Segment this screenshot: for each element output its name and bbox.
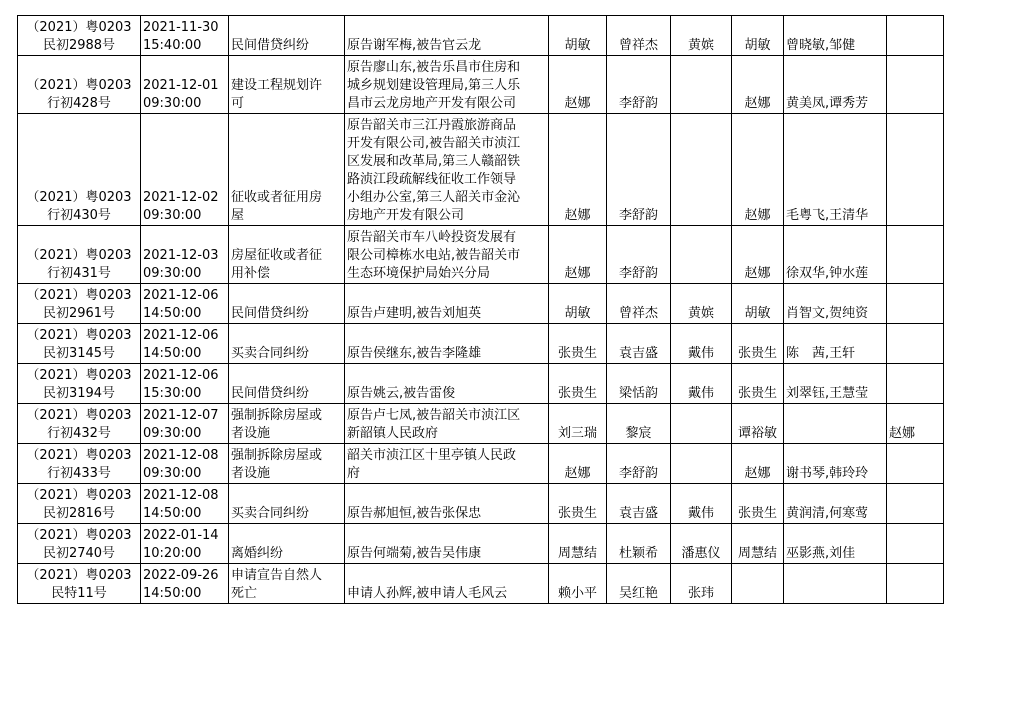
- case-cause-line: 者设施: [231, 466, 271, 481]
- judge-cell: 胡敏: [549, 16, 607, 56]
- table-row: [18, 564, 944, 604]
- parties-cell: [345, 404, 549, 444]
- case-cause-line: 可: [231, 96, 245, 111]
- clerk-cell: 张玮: [671, 564, 732, 604]
- case-number-line: （2021）粤0203: [26, 328, 132, 343]
- hearing-time-line: 2021-12-06: [143, 328, 219, 343]
- case-number-line: 民初2961号: [42, 306, 116, 321]
- case-cause-cell: [229, 324, 345, 364]
- case-number-line: （2021）粤0203: [26, 248, 132, 263]
- case-cause-line: 离婚纠纷: [231, 546, 284, 561]
- extra-cell: [887, 524, 944, 564]
- judge-cell: 刘三瑞: [549, 404, 607, 444]
- hearing-time-cell: [141, 444, 229, 484]
- extra-cell: [887, 114, 944, 226]
- judge2-cell: 袁吉盛: [607, 324, 671, 364]
- parties-cell: [345, 444, 549, 484]
- parties-cell: [345, 564, 549, 604]
- parties-line: 城乡规划建设管理局,第三人乐: [347, 78, 521, 93]
- case-cause-line: 民间借贷纠纷: [231, 386, 310, 401]
- judge-cell: 赵娜: [549, 444, 607, 484]
- case-number-line: （2021）粤0203: [26, 288, 132, 303]
- judge-cell: 张贵生: [549, 324, 607, 364]
- hearing-time-line: 2021-12-08: [143, 448, 219, 463]
- parties-line: 开发有限公司,被告韶关市浈江: [347, 136, 521, 151]
- hearing-time-line: 14:50:00: [143, 586, 202, 601]
- case-cause-cell: [229, 404, 345, 444]
- case-number-line: 民初3145号: [42, 346, 116, 361]
- hearing-time-line: 09:30:00: [143, 208, 202, 223]
- extra-cell: [887, 364, 944, 404]
- case-cause-line: 者设施: [231, 426, 271, 441]
- hearing-time-line: 09:30:00: [143, 96, 202, 111]
- clerk-cell: 戴伟: [671, 364, 732, 404]
- judge2-cell: 杜颖希: [607, 524, 671, 564]
- hearing-time-line: 2021-12-06: [143, 288, 219, 303]
- schedule-body: [18, 16, 944, 604]
- assessors-cell: [784, 564, 887, 604]
- judge2-cell: 李舒韵: [607, 114, 671, 226]
- clerk-cell: 戴伟: [671, 324, 732, 364]
- hearing-time-cell: [141, 364, 229, 404]
- extra-cell: [887, 226, 944, 284]
- parties-line: 原告侯继东,被告李隆雄: [347, 346, 482, 361]
- hearing-time-line: 14:50:00: [143, 506, 202, 521]
- case-number-cell: [18, 444, 141, 484]
- hearing-time-line: 2021-12-02: [143, 190, 219, 205]
- parties-line: 原告韶关市三江丹霞旅游商品: [347, 118, 517, 133]
- clerk-cell: 戴伟: [671, 484, 732, 524]
- case-number-line: 行初428号: [47, 96, 111, 111]
- case-number-cell: [18, 56, 141, 114]
- judge2-cell: 吴红艳: [607, 564, 671, 604]
- parties-cell: [345, 226, 549, 284]
- case-cause-cell: [229, 284, 345, 324]
- hearing-time-line: 09:30:00: [143, 426, 202, 441]
- presiding-judge-cell: 赵娜: [732, 114, 784, 226]
- parties-line: 韶关市浈江区十里亭镇人民政: [347, 448, 517, 463]
- assessors-cell: [784, 404, 887, 444]
- hearing-time-cell: [141, 114, 229, 226]
- hearing-time-line: 2022-01-14: [143, 528, 219, 543]
- parties-line: 生态环境保护局始兴分局: [347, 266, 491, 281]
- judge-cell: 胡敏: [549, 284, 607, 324]
- case-cause-line: 强制拆除房屋或: [231, 448, 323, 463]
- presiding-judge-cell: 张贵生: [732, 324, 784, 364]
- assessors-cell: 谢书琴,韩玲玲: [784, 444, 887, 484]
- parties-cell: [345, 16, 549, 56]
- case-cause-cell: [229, 564, 345, 604]
- hearing-time-line: 09:30:00: [143, 466, 202, 481]
- hearing-time-line: 09:30:00: [143, 266, 202, 281]
- hearing-time-line: 2021-12-01: [143, 78, 219, 93]
- parties-cell: [345, 324, 549, 364]
- case-number-line: 民初2740号: [42, 546, 116, 561]
- judge2-cell: 梁恬韵: [607, 364, 671, 404]
- judge2-cell: 黎宸: [607, 404, 671, 444]
- parties-line: 原告廖山东,被告乐昌市住房和: [347, 60, 521, 75]
- parties-line: 原告谢军梅,被告官云龙: [347, 38, 482, 53]
- table-row: [18, 444, 944, 484]
- case-cause-line: 征收或者征用房: [231, 190, 323, 205]
- hearing-time-line: 2021-12-03: [143, 248, 219, 263]
- judge2-cell: 李舒韵: [607, 444, 671, 484]
- case-number-cell: [18, 524, 141, 564]
- hearing-time-line: 2021-12-06: [143, 368, 219, 383]
- parties-line: 新韶镇人民政府: [347, 426, 439, 441]
- clerk-cell: [671, 56, 732, 114]
- judge-cell: 张贵生: [549, 364, 607, 404]
- hearing-time-line: 2022-09-26: [143, 568, 219, 583]
- parties-cell: [345, 364, 549, 404]
- extra-cell: [887, 444, 944, 484]
- presiding-judge-cell: 胡敏: [732, 16, 784, 56]
- parties-line: 昌市云龙房地产开发有限公司: [347, 96, 517, 111]
- hearing-time-cell: [141, 226, 229, 284]
- parties-line: 限公司樟栋水电站,被告韶关市: [347, 248, 521, 263]
- case-number-line: 行初432号: [47, 426, 111, 441]
- judge-cell: 张贵生: [549, 484, 607, 524]
- hearing-time-line: 2021-12-08: [143, 488, 219, 503]
- case-cause-line: 买卖合同纠纷: [231, 506, 310, 521]
- hearing-time-line: 10:20:00: [143, 546, 202, 561]
- assessors-cell: 黄美凤,谭秀芳: [784, 56, 887, 114]
- judge-cell: 赵娜: [549, 114, 607, 226]
- case-cause-cell: [229, 364, 345, 404]
- hearing-schedule-table: [17, 15, 944, 604]
- table-row: [18, 404, 944, 444]
- case-cause-line: 建设工程规划许: [231, 78, 323, 93]
- case-number-line: 民特11号: [51, 586, 107, 601]
- assessors-cell: 徐双华,钟水莲: [784, 226, 887, 284]
- case-cause-cell: [229, 56, 345, 114]
- table-row: [18, 284, 944, 324]
- case-cause-line: 买卖合同纠纷: [231, 346, 310, 361]
- hearing-time-line: 2021-11-30: [143, 20, 219, 35]
- hearing-time-line: 15:30:00: [143, 386, 202, 401]
- case-cause-line: 申请宣告自然人: [231, 568, 323, 583]
- clerk-cell: 潘惠仪: [671, 524, 732, 564]
- parties-line: 府: [347, 466, 361, 481]
- clerk-cell: 黄嫔: [671, 16, 732, 56]
- assessors-cell: 巫影燕,刘佳: [784, 524, 887, 564]
- extra-cell: [887, 16, 944, 56]
- hearing-time-line: 14:50:00: [143, 346, 202, 361]
- parties-line: 区发展和改革局,第三人赣韶铁: [347, 154, 521, 169]
- case-cause-cell: [229, 444, 345, 484]
- table-row: [18, 524, 944, 564]
- hearing-time-cell: [141, 56, 229, 114]
- parties-cell: [345, 484, 549, 524]
- parties-cell: [345, 284, 549, 324]
- case-number-line: 民初2816号: [42, 506, 116, 521]
- presiding-judge-cell: [732, 564, 784, 604]
- hearing-time-cell: [141, 564, 229, 604]
- case-cause-line: 民间借贷纠纷: [231, 306, 310, 321]
- case-number-line: 民初3194号: [42, 386, 116, 401]
- parties-line: 路浈江段疏解线征收工作领导: [347, 172, 517, 187]
- hearing-time-line: 14:50:00: [143, 306, 202, 321]
- judge2-cell: 袁吉盛: [607, 484, 671, 524]
- case-cause-cell: [229, 484, 345, 524]
- case-number-line: 行初433号: [47, 466, 111, 481]
- table-row: [18, 364, 944, 404]
- case-cause-cell: [229, 16, 345, 56]
- case-cause-line: 屋: [231, 208, 245, 223]
- case-number-cell: [18, 114, 141, 226]
- hearing-time-cell: [141, 404, 229, 444]
- parties-line: 原告郝旭恒,被告张保忠: [347, 506, 482, 521]
- case-cause-line: 民间借贷纠纷: [231, 38, 310, 53]
- case-number-line: 民初2988号: [42, 38, 116, 53]
- parties-line: 原告何端菊,被告吴伟康: [347, 546, 482, 561]
- parties-cell: [345, 114, 549, 226]
- case-cause-cell: [229, 114, 345, 226]
- presiding-judge-cell: 赵娜: [732, 56, 784, 114]
- extra-cell: [887, 56, 944, 114]
- case-number-cell: [18, 324, 141, 364]
- case-number-line: （2021）粤0203: [26, 408, 132, 423]
- case-number-line: （2021）粤0203: [26, 20, 132, 35]
- parties-line: 原告卢七凤,被告韶关市浈江区: [347, 408, 521, 423]
- judge-cell: 赵娜: [549, 56, 607, 114]
- parties-line: 房地产开发有限公司: [347, 208, 465, 223]
- table-row: [18, 484, 944, 524]
- case-number-cell: [18, 284, 141, 324]
- case-cause-cell: [229, 524, 345, 564]
- case-number-cell: [18, 484, 141, 524]
- case-number-line: （2021）粤0203: [26, 78, 132, 93]
- judge2-cell: 李舒韵: [607, 226, 671, 284]
- assessors-cell: 陈 茜,王轩: [784, 324, 887, 364]
- case-cause-line: 房屋征收或者征: [231, 248, 323, 263]
- extra-cell: [887, 324, 944, 364]
- case-number-line: （2021）粤0203: [26, 488, 132, 503]
- hearing-time-cell: [141, 284, 229, 324]
- extra-cell: [887, 284, 944, 324]
- case-number-line: 行初430号: [47, 208, 111, 223]
- extra-cell: [887, 564, 944, 604]
- parties-cell: [345, 56, 549, 114]
- assessors-cell: 黄润清,何寒莺: [784, 484, 887, 524]
- parties-line: 小组办公室,第三人韶关市金沁: [347, 190, 521, 205]
- case-cause-line: 强制拆除房屋或: [231, 408, 323, 423]
- judge2-cell: 李舒韵: [607, 56, 671, 114]
- hearing-time-line: 2021-12-07: [143, 408, 219, 423]
- judge-cell: 周慧结: [549, 524, 607, 564]
- judge2-cell: 曾祥杰: [607, 284, 671, 324]
- table-row: [18, 114, 944, 226]
- case-number-line: （2021）粤0203: [26, 448, 132, 463]
- case-number-cell: [18, 16, 141, 56]
- table-row: [18, 16, 944, 56]
- parties-line: 申请人孙辉,被申请人毛风云: [347, 586, 508, 601]
- parties-line: 原告韶关市车八岭投资发展有: [347, 230, 517, 245]
- parties-line: 原告卢建明,被告刘旭英: [347, 306, 482, 321]
- judge-cell: 赖小平: [549, 564, 607, 604]
- case-cause-line: 用补偿: [231, 266, 271, 281]
- presiding-judge-cell: 胡敏: [732, 284, 784, 324]
- presiding-judge-cell: 周慧结: [732, 524, 784, 564]
- table-row: [18, 226, 944, 284]
- extra-cell: 赵娜: [887, 404, 944, 444]
- case-number-line: （2021）粤0203: [26, 568, 132, 583]
- clerk-cell: [671, 444, 732, 484]
- case-number-cell: [18, 364, 141, 404]
- hearing-time-cell: [141, 324, 229, 364]
- table-row: [18, 324, 944, 364]
- case-number-line: （2021）粤0203: [26, 190, 132, 205]
- presiding-judge-cell: 张贵生: [732, 484, 784, 524]
- assessors-cell: 毛粤飞,王清华: [784, 114, 887, 226]
- assessors-cell: 肖智文,贺纯资: [784, 284, 887, 324]
- hearing-time-cell: [141, 524, 229, 564]
- clerk-cell: [671, 114, 732, 226]
- case-number-line: 行初431号: [47, 266, 111, 281]
- clerk-cell: [671, 226, 732, 284]
- case-cause-line: 死亡: [231, 586, 258, 601]
- assessors-cell: 曾晓敏,邹健: [784, 16, 887, 56]
- clerk-cell: 黄嫔: [671, 284, 732, 324]
- case-cause-cell: [229, 226, 345, 284]
- presiding-judge-cell: 谭裕敏: [732, 404, 784, 444]
- hearing-time-cell: [141, 16, 229, 56]
- assessors-cell: 刘翠钰,王慧莹: [784, 364, 887, 404]
- judge-cell: 赵娜: [549, 226, 607, 284]
- presiding-judge-cell: 赵娜: [732, 226, 784, 284]
- hearing-time-cell: [141, 484, 229, 524]
- case-number-cell: [18, 564, 141, 604]
- case-number-cell: [18, 404, 141, 444]
- case-number-line: （2021）粤0203: [26, 528, 132, 543]
- presiding-judge-cell: 张贵生: [732, 364, 784, 404]
- parties-line: 原告姚云,被告雷俊: [347, 386, 456, 401]
- presiding-judge-cell: 赵娜: [732, 444, 784, 484]
- extra-cell: [887, 484, 944, 524]
- table-row: [18, 56, 944, 114]
- parties-cell: [345, 524, 549, 564]
- case-number-cell: [18, 226, 141, 284]
- case-number-line: （2021）粤0203: [26, 368, 132, 383]
- clerk-cell: [671, 404, 732, 444]
- judge2-cell: 曾祥杰: [607, 16, 671, 56]
- hearing-time-line: 15:40:00: [143, 38, 202, 53]
